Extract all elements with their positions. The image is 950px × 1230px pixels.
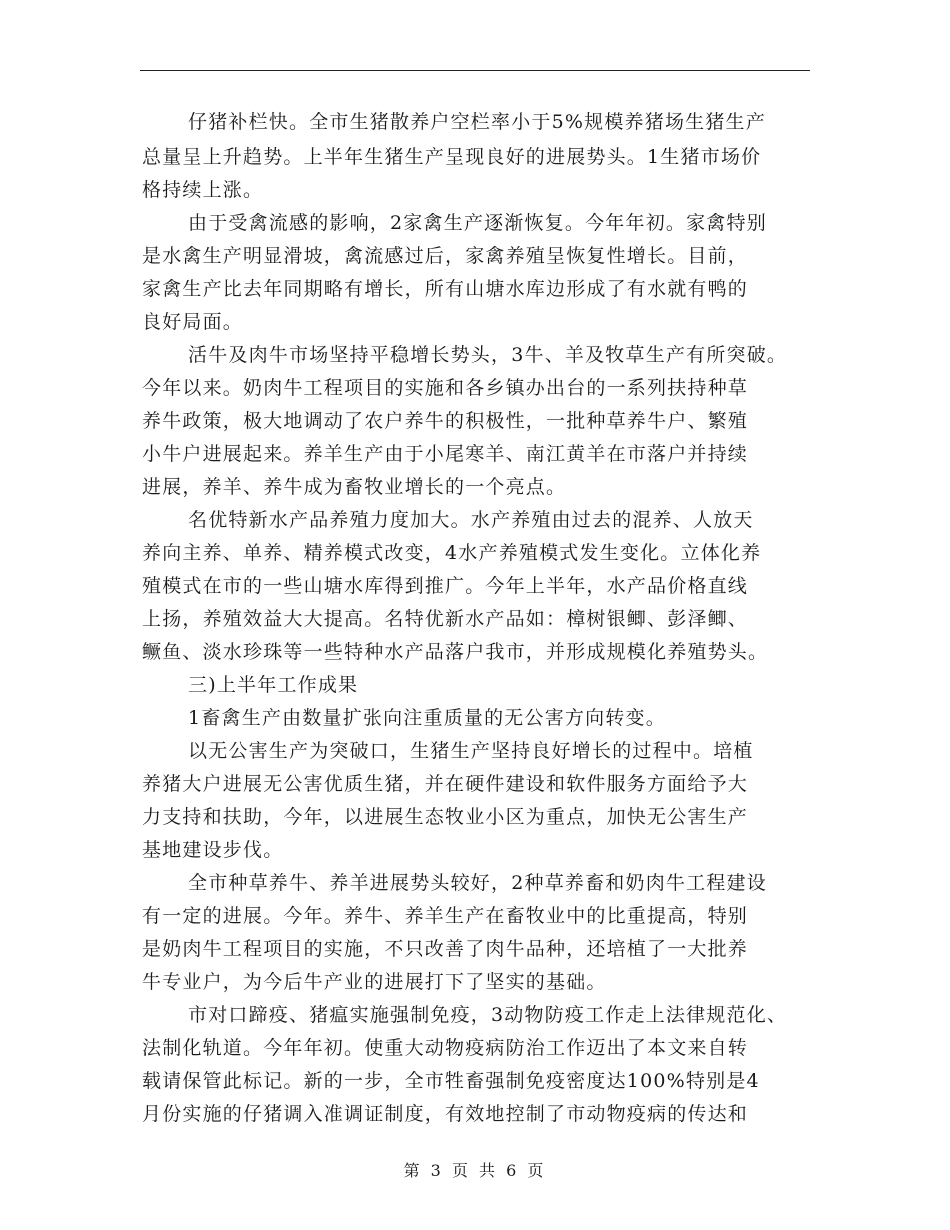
text-line: 仔猪补栏快。全市生猪散养户空栏率小于5%规模养猪场生猪生产 xyxy=(188,111,766,133)
text-line: 1畜禽生产由数量扩张向注重质量的无公害方向转变。 xyxy=(188,707,666,729)
text-line: 月份实施的仔猪调入准调证制度，有效地控制了市动物疫病的传达和 xyxy=(142,1103,749,1125)
text-line: 鳜鱼、淡水珍珠等一些特种水产品落户我市，并形成规模化养殖势头。 xyxy=(142,641,769,663)
page-number-footer: 第 3 页 共 6 页 xyxy=(403,1161,547,1180)
text-line: 良好局面。 xyxy=(142,311,244,333)
text-line: 今年以来。奶肉牛工程项目的实施和各乡镇办出台的一系列扶持种草 xyxy=(142,377,749,399)
text-line: 力支持和扶助，今年，以进展生态牧业小区为重点，加快无公害生产 xyxy=(142,806,749,828)
text-line: 家禽生产比去年同期略有增长，所有山塘水库边形成了有水就有鸭的 xyxy=(142,278,749,300)
text-line: 是奶肉牛工程项目的实施，不只改善了肉牛品种，还培植了一大批养 xyxy=(142,938,749,960)
text-line: 格持续上涨。 xyxy=(142,179,264,201)
text-line: 殖模式在市的一些山塘水库得到推广。今年上半年，水产品价格直线 xyxy=(142,575,749,597)
text-line: 养猪大户进展无公害优质生猪，并在硬件建设和软件服务方面给予大 xyxy=(142,773,749,795)
text-line: 载请保管此标记。新的一步，全市牲畜强制免疫密度达100%特别是4 xyxy=(142,1070,760,1092)
section-heading: 三)上半年工作成果 xyxy=(188,674,359,696)
text-line: 以无公害生产为突破口，生猪生产坚持良好增长的过程中。培植 xyxy=(188,740,754,762)
text-line: 牛专业户，为今后牛产业的进展打下了坚实的基础。 xyxy=(142,971,607,993)
text-line: 全市种草养牛、养羊进展势头较好，2种草养畜和奶肉牛工程建设 xyxy=(188,872,767,894)
text-line: 市对口蹄疫、猪瘟实施强制免疫，3动物防疫工作走上法律规范化、 xyxy=(188,1004,788,1026)
text-line: 活牛及肉牛市场坚持平稳增长势头，3牛、羊及牧草生产有所突破。 xyxy=(188,344,788,366)
text-line: 上扬，养殖效益大大提高。名特优新水产品如：樟树银鲫、彭泽鲫、 xyxy=(142,608,749,630)
text-line: 养向主养、单养、精养模式改变，4水产养殖模式发生变化。立体化养 xyxy=(142,542,762,564)
text-line: 基地建设步伐。 xyxy=(142,839,284,861)
text-line: 是水禽生产明显滑坡，禽流感过后，家禽养殖呈恢复性增长。目前， xyxy=(142,245,749,267)
text-line: 法制化轨道。今年年初。使重大动物疫病防治工作迈出了本文来自转 xyxy=(142,1037,749,1059)
text-line: 由于受禽流感的影响，2家禽生产逐渐恢复。今年年初。家禽特别 xyxy=(188,212,767,234)
text-line: 进展，养羊、养牛成为畜牧业增长的一个亮点。 xyxy=(142,476,567,498)
text-line: 养牛政策，极大地调动了农户养牛的积极性，一批种草养牛户、繁殖 xyxy=(142,410,749,432)
text-line: 小牛户进展起来。养羊生产由于小尾寒羊、南江黄羊在市落户并持续 xyxy=(142,443,749,465)
text-line: 总量呈上升趋势。上半年生猪生产呈现良好的进展势头。1生猪市场价 xyxy=(142,146,762,168)
text-line xyxy=(142,1135,822,1159)
text-line: 名优特新水产品养殖力度加大。水产养殖由过去的混养、人放天 xyxy=(188,509,754,531)
text-line: 有一定的进展。今年。养牛、养羊生产在畜牧业中的比重提高，特别 xyxy=(142,905,749,927)
